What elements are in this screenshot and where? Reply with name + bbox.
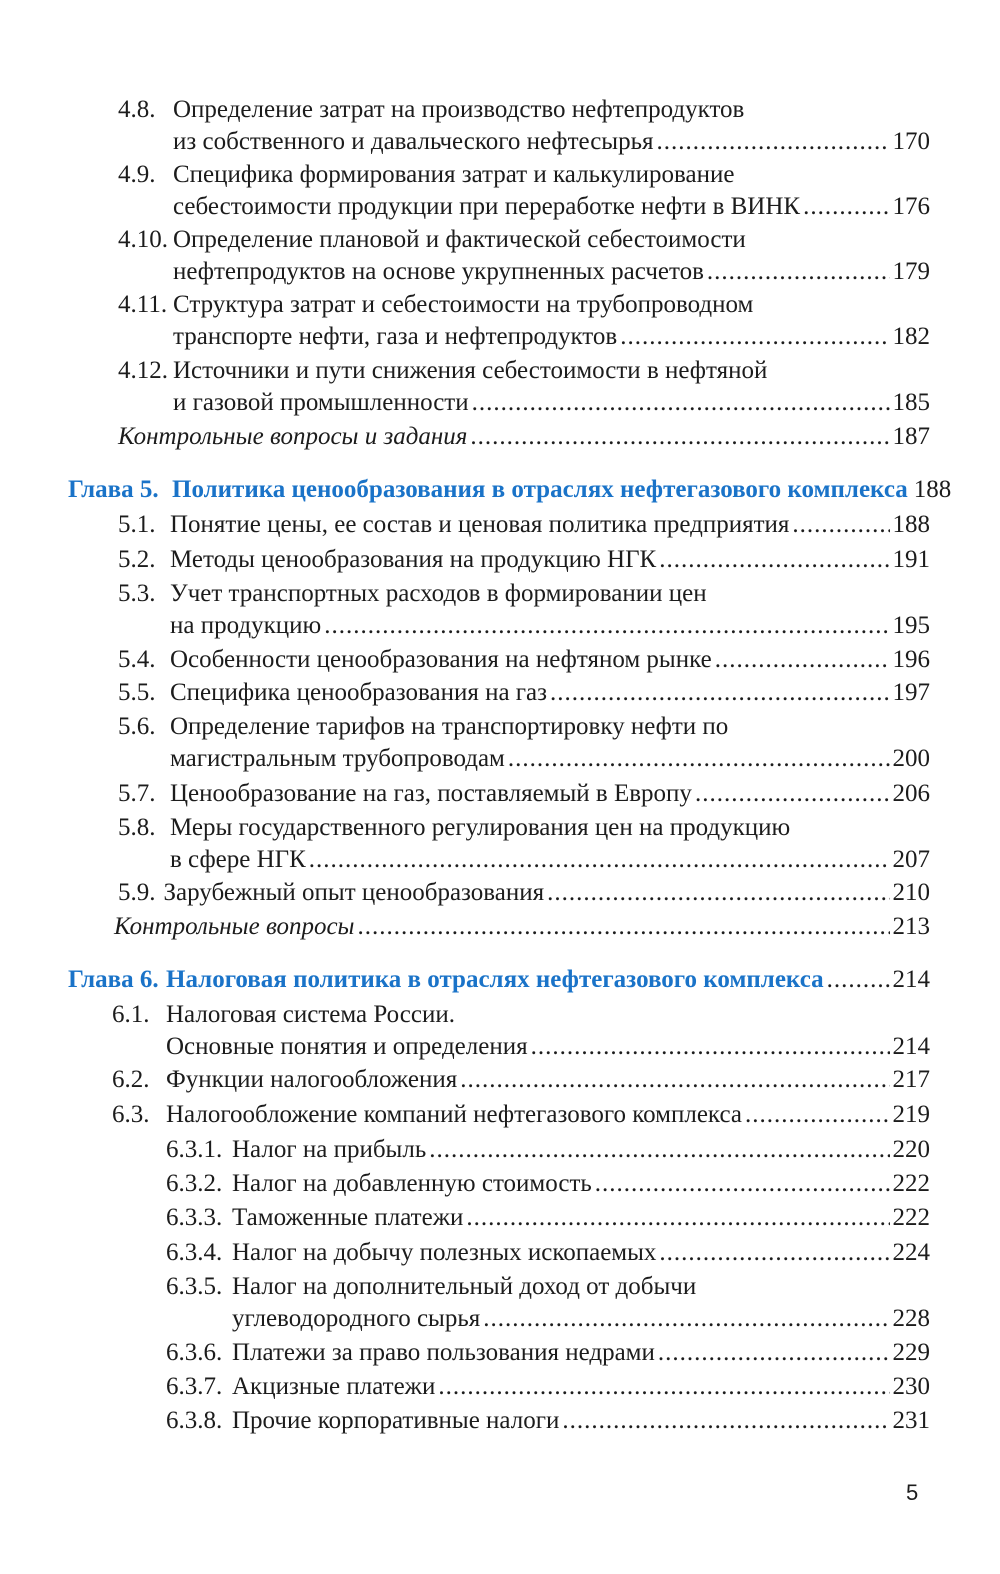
entry-title-line: Контрольные вопросы bbox=[114, 913, 355, 940]
entry-title-line: Налог на добавленную стоимость bbox=[232, 1170, 592, 1197]
entry-title-line: Налог на дополнительный доход от добычи bbox=[232, 1273, 697, 1300]
entry-title-line: Определение плановой и фактической себестоимости bbox=[173, 226, 746, 253]
entry-number: 5.2. bbox=[118, 546, 156, 573]
toc-entry bbox=[118, 812, 930, 876]
entry-title-line: Функции налогообложения bbox=[166, 1066, 458, 1093]
entry-page-number: 176 bbox=[892, 193, 930, 220]
entry-page-number: 206 bbox=[892, 780, 930, 807]
entry-page-number: 230 bbox=[892, 1373, 930, 1400]
leader-dots bbox=[658, 1337, 890, 1369]
toc-chapter bbox=[68, 964, 930, 996]
toc-entry bbox=[118, 677, 930, 709]
entry-page-number: 188 bbox=[892, 511, 930, 538]
toc-entry bbox=[118, 778, 930, 810]
toc-entry-review bbox=[118, 421, 930, 453]
entry-title-line: Определение затрат на производство нефтепродуктов bbox=[173, 96, 745, 123]
entry-page-number: 222 bbox=[892, 1204, 930, 1231]
toc-entry bbox=[118, 159, 930, 223]
toc-subentry bbox=[166, 1371, 930, 1403]
entry-page-number: 197 bbox=[892, 679, 930, 706]
entry-page-number: 214 bbox=[892, 1033, 930, 1060]
entry-page-number: 170 bbox=[892, 128, 930, 155]
entry-number: 6.3.1. bbox=[166, 1136, 223, 1163]
leader-dots bbox=[547, 877, 889, 909]
entry-title-line: магистральным трубопроводам bbox=[170, 745, 505, 772]
entry-number: 5.1. bbox=[118, 511, 156, 538]
entry-title-line: Налог на добычу полезных ископаемых bbox=[232, 1239, 657, 1266]
entry-title-line: Налог на прибыль bbox=[232, 1136, 427, 1163]
entry-page-number: 196 bbox=[892, 646, 930, 673]
leader-dots bbox=[358, 911, 890, 943]
toc-entry bbox=[118, 224, 930, 288]
leader-dots bbox=[827, 964, 890, 996]
toc-entry bbox=[118, 289, 930, 353]
chapter-title: Политика ценообразования в отраслях нефтегазового комплекса bbox=[172, 476, 908, 503]
entry-title-line: в сфере НГК bbox=[170, 846, 306, 873]
toc-subentry bbox=[166, 1405, 930, 1437]
leader-dots bbox=[466, 1202, 889, 1234]
entry-title-line: транспорте нефти, газа и нефтепродуктов bbox=[173, 323, 618, 350]
leader-dots bbox=[803, 191, 889, 223]
toc-subentry bbox=[166, 1337, 930, 1369]
leader-dots bbox=[429, 1134, 889, 1166]
toc-entry bbox=[118, 578, 930, 642]
leader-dots bbox=[531, 1031, 890, 1063]
entry-number: 4.11. bbox=[118, 291, 168, 318]
page-folio: 5 bbox=[906, 1480, 919, 1505]
leader-dots bbox=[657, 126, 890, 158]
entry-title-line: Специфика ценообразования на газ bbox=[170, 679, 548, 706]
entry-number: 5.3. bbox=[118, 580, 156, 607]
entry-page-number: 229 bbox=[892, 1339, 930, 1366]
entry-page-number: 228 bbox=[892, 1305, 930, 1332]
entry-number: 4.12. bbox=[118, 357, 168, 384]
chapter-title: Налоговая политика в отраслях нефтегазового комплекса bbox=[166, 966, 824, 993]
entry-title-line: Понятие цены, ее состав и ценовая политика предприятия bbox=[170, 511, 790, 538]
entry-page-number: 179 bbox=[892, 258, 930, 285]
chapter-number: Глава 6. bbox=[68, 966, 159, 993]
entry-page-number: 214 bbox=[892, 966, 930, 993]
entry-title-line: Методы ценообразования на продукцию НГК bbox=[170, 546, 657, 573]
toc-subentry bbox=[166, 1168, 930, 1200]
toc-entry bbox=[118, 355, 930, 419]
toc-entry bbox=[112, 1099, 930, 1131]
toc-subentry bbox=[166, 1271, 930, 1335]
toc-subentry bbox=[166, 1202, 930, 1234]
entry-number: 5.4. bbox=[118, 646, 156, 673]
entry-number: 5.6. bbox=[118, 713, 156, 740]
toc-entry bbox=[112, 999, 930, 1063]
entry-title-line: Структура затрат и себестоимости на трубопроводном bbox=[173, 291, 754, 318]
entry-title-line: углеводородного сырья bbox=[232, 1305, 481, 1332]
leader-dots bbox=[460, 1064, 889, 1096]
entry-page-number: 195 bbox=[892, 612, 930, 639]
leader-dots bbox=[659, 544, 889, 576]
entry-page-number: 217 bbox=[892, 1066, 930, 1093]
entry-title-line: Налоговая система России. bbox=[166, 1001, 455, 1028]
entry-page-number: 224 bbox=[892, 1239, 930, 1266]
toc-subentry bbox=[166, 1237, 930, 1269]
entry-title-line: Ценообразование на газ, поставляемый в Европу bbox=[170, 780, 692, 807]
toc-entry bbox=[118, 877, 930, 909]
leader-dots bbox=[472, 387, 890, 419]
leader-dots bbox=[550, 677, 889, 709]
entry-page-number: 200 bbox=[892, 745, 930, 772]
entry-title-line: Основные понятия и определения bbox=[166, 1033, 528, 1060]
entry-number: 4.9. bbox=[118, 161, 156, 188]
toc-entry-review bbox=[114, 911, 930, 943]
entry-page-number: 213 bbox=[892, 913, 930, 940]
entry-number: 5.5. bbox=[118, 679, 156, 706]
entry-page-number: 187 bbox=[892, 423, 930, 450]
leader-dots bbox=[715, 644, 890, 676]
entry-number: 6.3.8. bbox=[166, 1407, 223, 1434]
entry-title-line: Специфика формирования затрат и калькулирование bbox=[173, 161, 735, 188]
entry-title-line: Источники и пути снижения себестоимости в нефтяной bbox=[173, 357, 768, 384]
entry-title-line: Таможенные платежи bbox=[232, 1204, 464, 1231]
leader-dots bbox=[620, 321, 889, 353]
entry-page-number: 182 bbox=[892, 323, 930, 350]
leader-dots bbox=[792, 509, 889, 541]
entry-number: 5.9. bbox=[118, 879, 156, 906]
toc-entry bbox=[118, 544, 930, 576]
entry-number: 6.3.7. bbox=[166, 1373, 223, 1400]
entry-number: 6.3.6. bbox=[166, 1339, 223, 1366]
entry-number: 6.3.4. bbox=[166, 1239, 223, 1266]
entry-title-line: Налогообложение компаний нефтегазового комплекса bbox=[166, 1101, 742, 1128]
entry-number: 6.2. bbox=[112, 1066, 150, 1093]
entry-title-line: Прочие корпоративные налоги bbox=[232, 1407, 560, 1434]
entry-number: 6.3. bbox=[112, 1101, 150, 1128]
leader-dots bbox=[562, 1405, 889, 1437]
leader-dots bbox=[483, 1303, 889, 1335]
entry-page-number: 207 bbox=[892, 846, 930, 873]
leader-dots bbox=[309, 844, 890, 876]
entry-title-line: себестоимости продукции при переработке нефти в ВИНК bbox=[173, 193, 801, 220]
leader-dots bbox=[695, 778, 890, 810]
toc-entry bbox=[112, 1064, 930, 1096]
entry-title-line: Учет транспортных расходов в формировании цен bbox=[170, 580, 707, 607]
entry-page-number: 191 bbox=[892, 546, 930, 573]
toc-subentry bbox=[166, 1134, 930, 1166]
leader-dots bbox=[324, 610, 889, 642]
entry-page-number: 188 bbox=[913, 476, 952, 503]
leader-dots bbox=[470, 421, 889, 453]
entry-page-number: 220 bbox=[892, 1136, 930, 1163]
toc-entry bbox=[118, 94, 930, 158]
entry-title-line: Определение тарифов на транспортировку нефти по bbox=[170, 713, 729, 740]
leader-dots bbox=[707, 256, 890, 288]
entry-title-line: Акцизные платежи bbox=[232, 1373, 436, 1400]
entry-page-number: 219 bbox=[892, 1101, 930, 1128]
entry-page-number: 231 bbox=[892, 1407, 930, 1434]
leader-dots bbox=[595, 1168, 890, 1200]
entry-number: 6.3.5. bbox=[166, 1273, 223, 1300]
entry-title-line: на продукцию bbox=[170, 612, 322, 639]
chapter-number: Глава 5. bbox=[68, 476, 159, 503]
entry-title-line: и газовой промышленности bbox=[173, 389, 469, 416]
entry-title-line: из собственного и давальческого нефтесырья bbox=[173, 128, 654, 155]
entry-page-number: 222 bbox=[892, 1170, 930, 1197]
toc-entry bbox=[118, 644, 930, 676]
entry-number: 6.1. bbox=[112, 1001, 150, 1028]
leader-dots bbox=[508, 743, 890, 775]
entry-title-line: Особенности ценообразования на нефтяном рынке bbox=[170, 646, 712, 673]
entry-page-number: 185 bbox=[892, 389, 930, 416]
entry-number: 6.3.2. bbox=[166, 1170, 223, 1197]
entry-number: 5.7. bbox=[118, 780, 156, 807]
entry-title-line: нефтепродуктов на основе укрупненных расчетов bbox=[173, 258, 704, 285]
toc-entry bbox=[118, 509, 930, 541]
entry-title-line: Зарубежный опыт ценообразования bbox=[163, 879, 545, 906]
entry-page-number: 210 bbox=[892, 879, 930, 906]
leader-dots bbox=[438, 1371, 889, 1403]
entry-number: 4.8. bbox=[118, 96, 156, 123]
toc-chapter bbox=[68, 474, 952, 506]
entry-title-line: Меры государственного регулирования цен на продукцию bbox=[170, 814, 791, 841]
entry-number: 6.3.3. bbox=[166, 1204, 223, 1231]
entry-title-line: Контрольные вопросы и задания bbox=[118, 423, 468, 450]
entry-number: 5.8. bbox=[118, 814, 156, 841]
leader-dots bbox=[745, 1099, 890, 1131]
leader-dots bbox=[659, 1237, 889, 1269]
entry-title-line: Платежи за право пользования недрами bbox=[232, 1339, 655, 1366]
entry-number: 4.10. bbox=[118, 226, 168, 253]
toc-entry bbox=[118, 711, 930, 775]
